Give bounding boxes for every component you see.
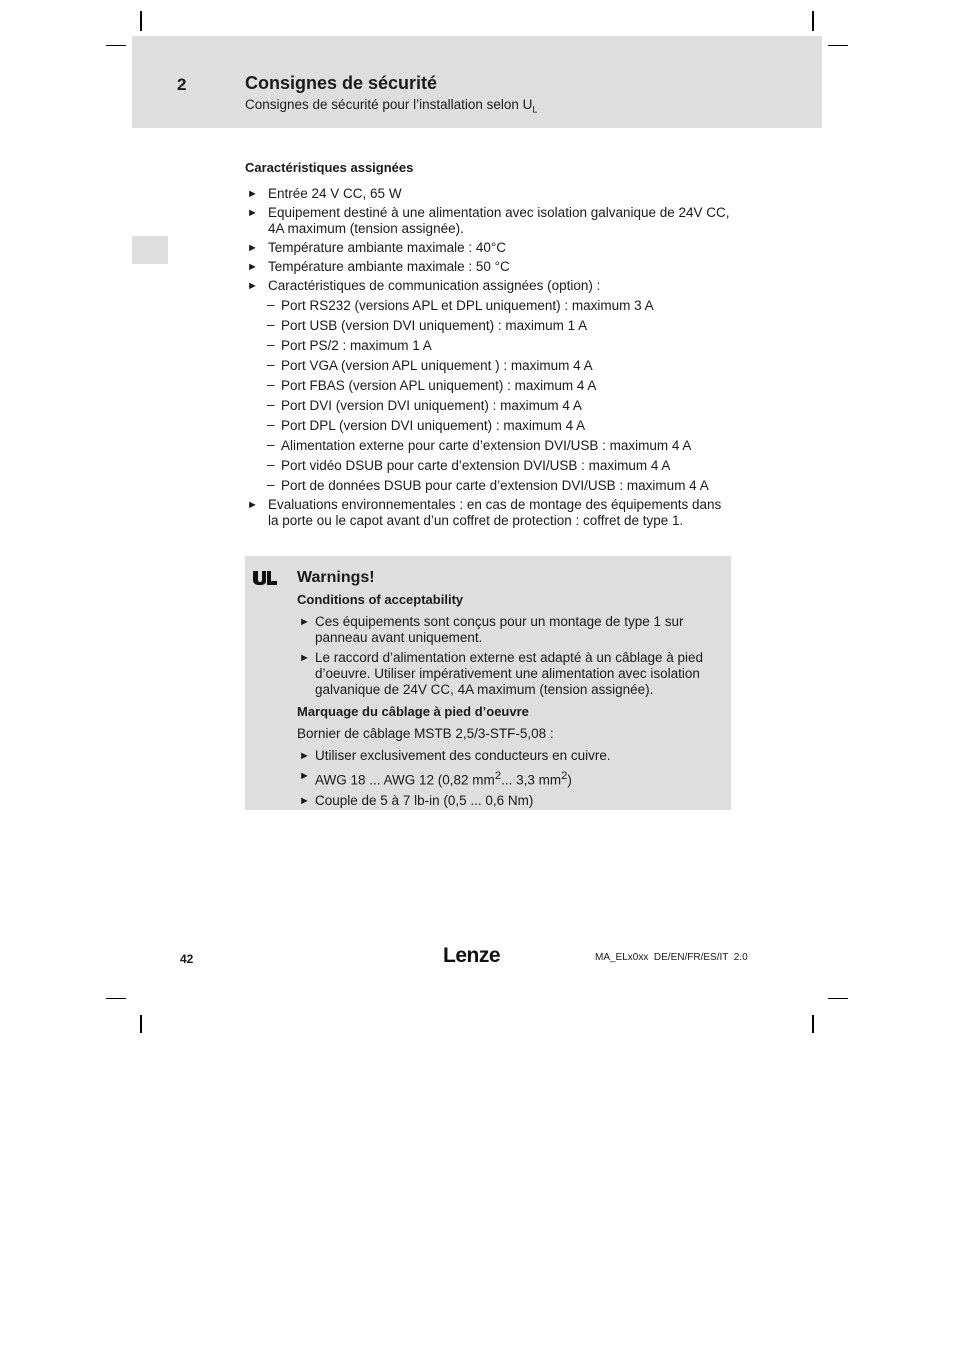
arrow-bullet-icon: ► xyxy=(247,499,258,511)
list-item-text: Utiliser exclusivement des conducteurs en cuivre. xyxy=(315,748,611,763)
list-item xyxy=(245,259,735,275)
warning-box xyxy=(245,556,731,810)
dash-bullet-icon: – xyxy=(267,297,275,312)
port-item xyxy=(245,398,735,414)
arrow-bullet-icon: ► xyxy=(247,261,258,273)
port-item-text: Port RS232 (versions APL et DPL uniquement) : maximum 3 A xyxy=(281,298,654,313)
dash-bullet-icon: – xyxy=(267,437,275,452)
chapter-subtitle-subscript: L xyxy=(532,104,538,115)
port-item xyxy=(245,298,735,314)
list-item xyxy=(297,768,725,789)
lenze-logo xyxy=(440,942,510,968)
list-item xyxy=(245,240,735,256)
warning-content xyxy=(297,570,725,813)
crop-mark xyxy=(106,998,126,999)
port-item-text: Port PS/2 : maximum 1 A xyxy=(281,338,432,353)
port-item-text: Port USB (version DVI uniquement) : maximum 1 A xyxy=(281,318,588,333)
awg-text-end: ) xyxy=(567,772,572,788)
list-item-text: Evaluations environnementales : en cas de montage des équipements dans la porte ou le capot avant d’un coffret de protection : coffret de type 1. xyxy=(268,497,722,528)
list-item-text: Entrée 24 V CC, 65 W xyxy=(268,186,402,201)
list-item xyxy=(245,205,735,237)
list-item-text: Equipement destiné à une alimentation avec isolation galvanique de 24V CC, 4A maximum (tension assignée). xyxy=(268,205,730,236)
awg-text-mid: ... 3,3 mm xyxy=(501,772,562,788)
list-item-text: Couple de 5 à 7 lb-in (0,5 ... 0,6 Nm) xyxy=(315,792,534,808)
arrow-bullet-icon: ► xyxy=(247,207,258,219)
marking-title: Marquage du câblage à pied d’oeuvre xyxy=(297,704,529,719)
arrow-bullet-icon: ► xyxy=(247,242,258,254)
list-item xyxy=(297,614,725,646)
port-item xyxy=(245,438,735,454)
port-item-text: Port VGA (version APL uniquement ) : maximum 4 A xyxy=(281,358,593,373)
chapter-subtitle xyxy=(245,97,537,115)
port-item-text: Port FBAS (version APL uniquement) : maximum 4 A xyxy=(281,378,597,393)
crop-mark xyxy=(828,45,848,46)
list-item xyxy=(245,278,735,294)
crop-mark xyxy=(812,11,814,31)
crop-mark xyxy=(812,1015,814,1033)
dash-bullet-icon: – xyxy=(267,417,275,432)
lenze-logo-text: Lenze xyxy=(443,944,501,967)
list-item xyxy=(297,650,725,698)
port-item xyxy=(245,418,735,434)
dash-bullet-icon: – xyxy=(267,397,275,412)
port-item-text: Port de données DSUB pour carte d’extension DVI/USB : maximum 4 A xyxy=(281,478,709,493)
arrow-bullet-icon: ► xyxy=(299,794,310,807)
ul-recognized-mark-icon xyxy=(252,570,278,586)
arrow-bullet-icon: ► xyxy=(299,770,310,782)
dash-bullet-icon: – xyxy=(267,457,275,472)
crop-mark xyxy=(106,45,126,46)
section-title: Caractéristiques assignées xyxy=(245,160,414,175)
chapter-number: 2 xyxy=(177,75,187,94)
port-item xyxy=(245,358,735,374)
port-item-text: Alimentation externe pour carte d’extension DVI/USB : maximum 4 A xyxy=(281,438,692,453)
chapter-title: Consignes de sécurité xyxy=(245,73,438,93)
port-item xyxy=(245,318,735,334)
side-tab xyxy=(132,236,168,264)
list-item xyxy=(245,497,735,529)
crop-mark xyxy=(140,1015,142,1033)
superscript: 2 xyxy=(494,770,502,782)
list-item-text: Le raccord d’alimentation externe est adapté à un câblage à pied d’oeuvre. Utiliser impérativement une alimentation avec isolation galvanique de 24V CC, 4A maximum (tension assignée). xyxy=(315,650,704,697)
terminal-text: Bornier de câblage MSTB 2,5/3-STF-5,08 : xyxy=(297,726,554,741)
rated-characteristics-section xyxy=(245,160,735,532)
port-item-text: Port DPL (version DVI uniquement) : maximum 4 A xyxy=(281,418,586,433)
warning-title: Warnings! xyxy=(297,569,375,586)
awg-text-start: AWG 18 ... AWG 12 (0,82 mm xyxy=(315,772,495,788)
port-item xyxy=(245,378,735,394)
dash-bullet-icon: – xyxy=(267,357,275,372)
list-item-text: Température ambiante maximale : 50 °C xyxy=(268,259,510,274)
port-item xyxy=(245,458,735,474)
list-item xyxy=(297,793,725,809)
crop-mark xyxy=(140,11,142,31)
port-list xyxy=(245,298,735,494)
list-item-text: Ces équipements sont conçus pour un montage de type 1 sur panneau avant uniquement. xyxy=(315,614,684,645)
dash-bullet-icon: – xyxy=(267,317,275,332)
port-item xyxy=(245,338,735,354)
list-item-text: Caractéristiques de communication assignées (option) : xyxy=(268,278,601,293)
arrow-bullet-icon: ► xyxy=(299,750,310,762)
conditions-title: Conditions of acceptability xyxy=(297,592,464,607)
port-item-text: Port vidéo DSUB pour carte d’extension DVI/USB : maximum 4 A xyxy=(281,458,671,473)
arrow-bullet-icon: ► xyxy=(247,280,258,292)
chapter-subtitle-text: Consignes de sécurité pour l’installation selon U xyxy=(245,97,533,112)
dash-bullet-icon: – xyxy=(267,477,275,492)
dash-bullet-icon: – xyxy=(267,337,275,352)
dash-bullet-icon: – xyxy=(267,377,275,392)
arrow-bullet-icon: ► xyxy=(299,616,310,628)
arrow-bullet-icon: ► xyxy=(299,652,310,664)
superscript: 2 xyxy=(561,770,568,782)
port-item-text: Port DVI (version DVI uniquement) : maximum 4 A xyxy=(281,398,582,413)
arrow-bullet-icon: ► xyxy=(247,188,258,200)
list-item-text: Température ambiante maximale : 40°C xyxy=(268,240,507,255)
list-item xyxy=(297,748,725,764)
list-item xyxy=(245,186,735,202)
crop-mark xyxy=(828,998,848,999)
port-item xyxy=(245,478,735,494)
document-id: MA_ELx0xx DE/EN/FR/ES/IT 2.0 xyxy=(595,952,748,963)
page-number: 42 xyxy=(180,952,194,966)
